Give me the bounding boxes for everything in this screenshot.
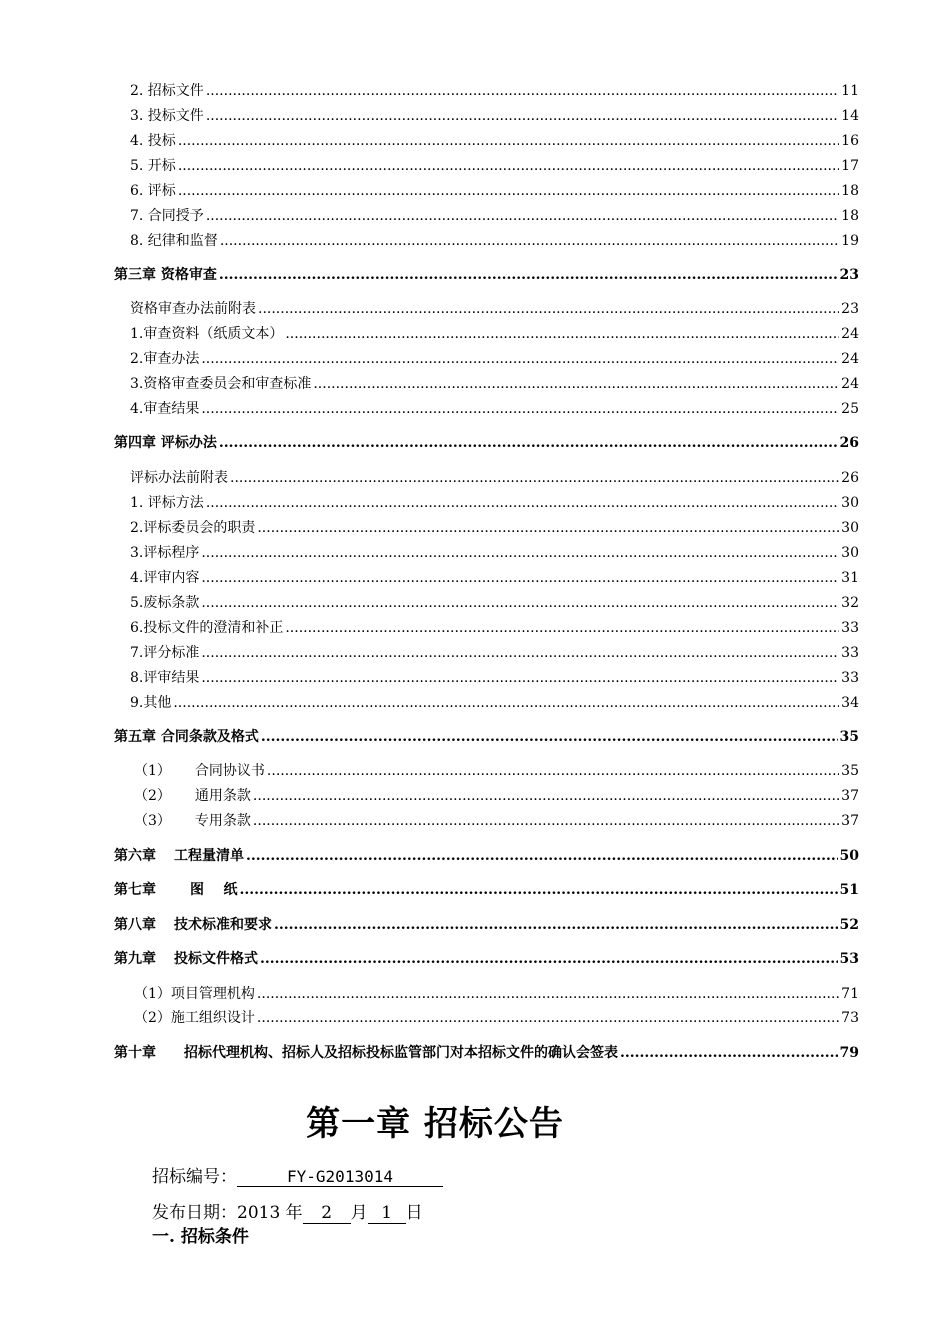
toc-chapter-8[interactable]: 第八章 技术标准和要求 ..... 52 xyxy=(114,914,859,934)
publish-day: 1 xyxy=(368,1203,406,1224)
toc-entry[interactable]: （1）项目管理机构 ..... 71 xyxy=(134,983,859,1003)
toc-entry[interactable]: 4.评审内容 ..... 31 xyxy=(130,567,859,587)
toc-entry[interactable]: 2. 招标文件 ..... 11 xyxy=(130,80,859,100)
toc-entry[interactable]: 3. 投标文件 ..... 14 xyxy=(130,105,859,125)
toc-entry[interactable]: 8. 纪律和监督 ..... 19 xyxy=(130,230,859,250)
toc-entry[interactable]: 4.审查结果 ..... 25 xyxy=(130,398,859,418)
toc-chapter-7[interactable]: 第七章 图 纸 ..... 51 xyxy=(114,879,859,899)
bid-number-value: FY-G2013014 xyxy=(237,1167,443,1187)
toc-chapter-6[interactable]: 第六章 工程量清单 ..... 50 xyxy=(114,845,859,865)
section-heading: 一. 招标条件 xyxy=(152,1227,249,1247)
toc-entry[interactable]: 6.投标文件的澄清和补正 ..... 33 xyxy=(130,617,859,637)
publish-date-label: 发布日期：2013 年 xyxy=(152,1203,303,1223)
toc-chapter-3[interactable]: 第三章 资格审查 ..... 23 xyxy=(114,264,859,284)
day-unit: 日 xyxy=(405,1203,423,1223)
toc-entry[interactable]: （3） 专用条款 ..... 37 xyxy=(134,810,859,830)
toc-chapter-9[interactable]: 第九章 投标文件格式 ..... 53 xyxy=(114,948,859,968)
chapter-title: 第一章 招标公告 xyxy=(306,1104,564,1144)
bid-number-label: 招标编号： xyxy=(152,1167,237,1187)
toc-chapter-4[interactable]: 第四章 评标办法 ..... 26 xyxy=(114,432,859,452)
toc-entry[interactable]: （2） 通用条款 ..... 37 xyxy=(134,785,859,805)
toc-entry[interactable]: 9.其他 ..... 34 xyxy=(130,692,859,712)
toc-chapter-5[interactable]: 第五章 合同条款及格式 ..... 35 xyxy=(114,726,859,746)
publish-date-line xyxy=(152,1198,423,1224)
toc-entry[interactable]: 1.审查资料（纸质文本） ..... 24 xyxy=(130,323,859,343)
toc-entry[interactable]: 1. 评标方法 ..... 30 xyxy=(130,492,859,512)
toc-entry[interactable]: 2.评标委员会的职责 ..... 30 xyxy=(130,517,859,537)
month-unit: 月 xyxy=(350,1203,368,1223)
toc-entry[interactable]: 2.审查办法 ..... 24 xyxy=(130,348,859,368)
toc-entry[interactable]: 5.废标条款 ..... 32 xyxy=(130,592,859,612)
toc-chapter-10[interactable]: 第十章 招标代理机构、招标人及招标投标监管部门对本招标文件的确认会签表 ..... 79 xyxy=(114,1042,859,1062)
toc-entry[interactable]: 5. 开标 ..... 17 xyxy=(130,155,859,175)
toc-entry[interactable]: 资格审查办法前附表 ..... 23 xyxy=(130,298,859,318)
toc-entry[interactable]: 7. 合同授予 ..... 18 xyxy=(130,205,859,225)
toc-entry[interactable]: 8.评审结果 ..... 33 xyxy=(130,667,859,687)
toc-entry[interactable]: 6. 评标 ..... 18 xyxy=(130,180,859,200)
toc-entry[interactable]: （1） 合同协议书 ..... 35 xyxy=(134,760,859,780)
toc-entry[interactable]: 4. 投标 ..... 16 xyxy=(130,130,859,150)
bid-number-line xyxy=(152,1162,443,1187)
toc-entry[interactable]: （2）施工组织设计 ..... 73 xyxy=(134,1007,859,1027)
toc-entry[interactable]: 3.评标程序 ..... 30 xyxy=(130,542,859,562)
toc-entry[interactable]: 7.评分标准 ..... 33 xyxy=(130,642,859,662)
toc-entry[interactable]: 评标办法前附表 ..... 26 xyxy=(130,467,859,487)
publish-month: 2 xyxy=(303,1203,351,1224)
toc-entry[interactable]: 3.资格审查委员会和审查标准 ..... 24 xyxy=(130,373,859,393)
